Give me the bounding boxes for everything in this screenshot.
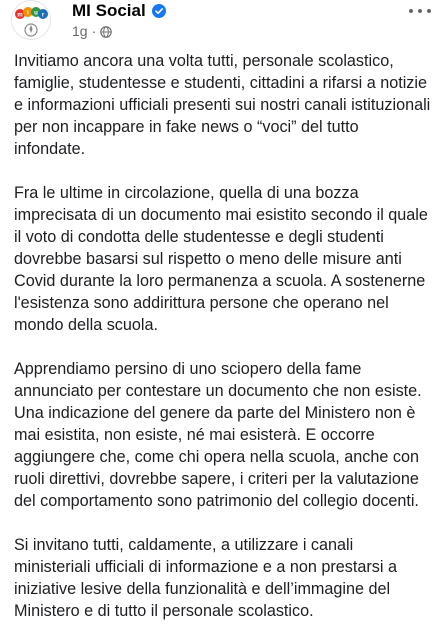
svg-text:m: m	[17, 12, 23, 19]
page-name-row	[72, 0, 166, 22]
globe-icon	[100, 25, 112, 37]
more-dot	[427, 9, 431, 13]
post-timestamp[interactable]: 1g	[72, 23, 88, 39]
post-paragraph: Si invitano tutti, caldamente, a utilizzare i canali ministeriali ufficiali di informazione e a non prestarsi a iniziative lesive della funzionalità e dell’immagine del Ministero e di tutto il personale scolastico.	[14, 536, 397, 620]
post-paragraph: Fra le ultime in circolazione, quella di una bozza imprecisata di un documento mai esistito secondo il quale il voto di condotta delle studentesse e degli studenti dovrebbe basarsi sul rispetto o meno delle misure anti Covid durante la loro permanenza a scuola. A sostenerne l'esistenza sono addirittura persone che operano nel mondo della scuola.	[14, 184, 428, 334]
post-text	[14, 50, 434, 622]
post-header	[0, 0, 441, 44]
svg-text:r: r	[41, 12, 45, 19]
paragraph-gap	[14, 336, 434, 358]
page-name[interactable]: MI Social	[72, 1, 146, 20]
svg-text:u: u	[34, 10, 38, 17]
ministry-logo-icon[interactable]	[11, 0, 51, 40]
more-dot	[418, 9, 422, 13]
meta-separator: ·	[91, 23, 97, 39]
more-options-icon[interactable]	[409, 2, 431, 20]
post-paragraph: Apprendiamo persino di uno sciopero della fame annunciato per contestare un documento che non esiste.	[14, 360, 422, 400]
post-paragraph: Una indicazione del genere da parte del Ministero non è mai esistita, non esiste, né mai esisterà. E occorre aggiungere che, come chi opera nella scuola, anche con ruoli direttivi, dovrebbe sapere, i criteri per la valutazione del comportamento sono patrimonio del collegio docenti.	[14, 404, 419, 510]
post-paragraph: Invitiamo ancora una volta tutti, personale scolastico, famiglie, studentesse e studenti, cittadini a rifarsi a notizie e informazioni ufficiali presenti sui nostri canali istituzionali per non incappare in fake news o “voci” del tutto infondate.	[14, 52, 431, 158]
paragraph-gap	[14, 160, 434, 182]
verified-badge-icon	[152, 4, 166, 18]
svg-text:i: i	[27, 10, 29, 17]
paragraph-gap	[14, 512, 434, 534]
more-dot	[409, 9, 413, 13]
post-meta	[72, 22, 112, 40]
